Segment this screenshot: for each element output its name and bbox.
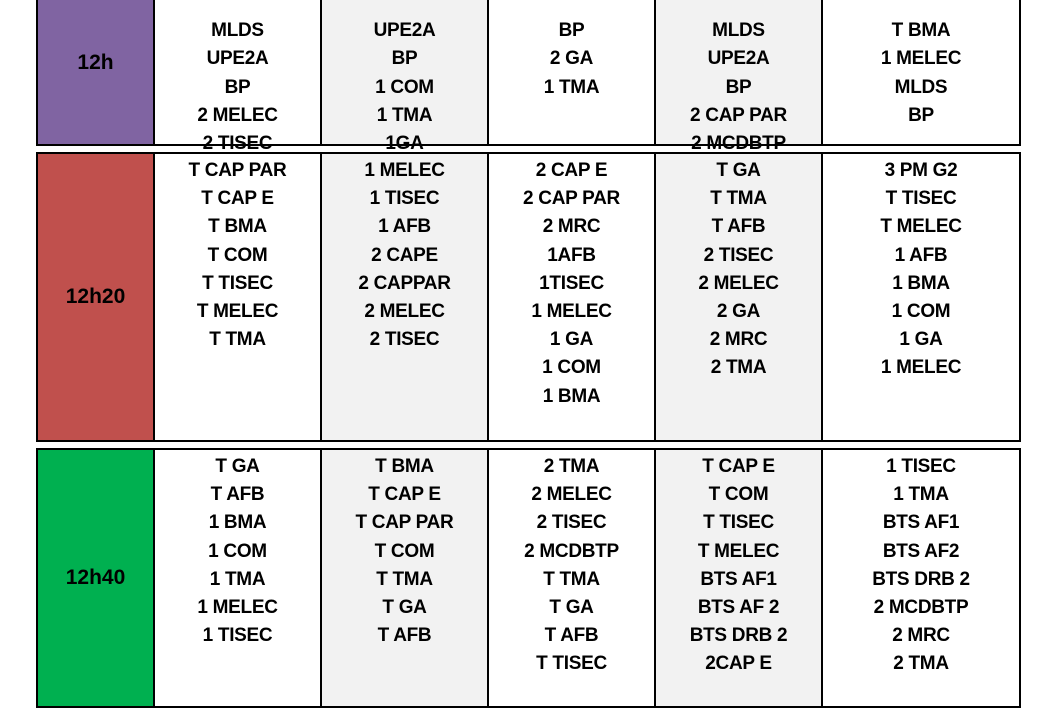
- class-group-label: T CAP E: [368, 484, 441, 506]
- schedule-cell: [656, 154, 823, 440]
- class-group-label: 2 TMA: [893, 653, 949, 675]
- class-group-label: 1TISEC: [539, 272, 604, 294]
- class-group-label: 1 COM: [542, 357, 601, 379]
- class-group-label: T CAP PAR: [355, 512, 454, 534]
- class-group-label: BTS AF 2: [697, 597, 780, 619]
- class-group-label: 1GA: [385, 133, 424, 155]
- class-group-label: BP: [908, 104, 934, 126]
- class-group-label: T CAP E: [702, 456, 775, 477]
- schedule-cell: [155, 0, 322, 155]
- schedule-cell: [656, 0, 823, 155]
- schedule-row: [36, 0, 1021, 155]
- schedule-table: [36, 0, 1021, 708]
- class-group-label: UPE2A: [206, 48, 269, 70]
- schedule-cell: [823, 450, 1019, 706]
- class-group-label: 1 BMA: [542, 385, 601, 407]
- class-group-label: 1 BMA: [892, 272, 950, 294]
- schedule-cell: [823, 154, 1019, 440]
- class-group-label: 1 GA: [899, 329, 943, 351]
- class-group-label: T BMA: [208, 216, 267, 238]
- class-group-label: 2 MCDBTP: [691, 133, 786, 155]
- schedule-row: [36, 152, 1021, 442]
- class-group-label: 1AFB: [547, 244, 596, 266]
- class-group-label: BTS DRB 2: [689, 625, 788, 647]
- class-group-label: 2 MELEC: [364, 301, 445, 323]
- schedule-cell: [656, 450, 823, 706]
- class-group-label: [656, 0, 821, 17]
- class-group-label: 2 TMA: [543, 456, 600, 477]
- class-group-label: T GA: [549, 597, 594, 619]
- class-group-label: 2 TMA: [710, 357, 767, 379]
- class-group-label: 1 TMA: [376, 104, 433, 126]
- class-group-label: MLDS: [712, 20, 765, 42]
- class-group-label: 2 TISEC: [369, 329, 440, 351]
- class-group-label: 2 CAP E: [535, 160, 608, 181]
- class-group-label: BP: [725, 76, 752, 98]
- class-group-label: T GA: [215, 456, 260, 477]
- class-group-label: 2 TISEC: [536, 512, 607, 534]
- class-group-label: [155, 0, 320, 17]
- class-group-label: 2 MRC: [542, 216, 601, 238]
- class-group-label: 1 MELEC: [880, 48, 962, 70]
- class-group-label: BTS AF1: [700, 568, 777, 590]
- class-group-label: T CAP E: [201, 188, 274, 210]
- schedule-cell: [322, 0, 489, 155]
- class-group-label: BTS AF2: [882, 540, 960, 562]
- schedule-cell: [489, 154, 656, 440]
- class-group-label: 1 MELEC: [364, 160, 445, 181]
- time-slot-label: 12h20: [38, 154, 155, 440]
- time-slot-label: 12h40: [38, 450, 155, 706]
- class-group-label: 1 TMA: [543, 76, 600, 98]
- class-group-label: 1 TMA: [893, 484, 949, 506]
- class-group-label: T MELEC: [880, 216, 962, 238]
- class-group-label: [322, 0, 487, 17]
- class-group-label: BP: [558, 20, 585, 42]
- class-group-label: 1 COM: [891, 301, 951, 323]
- schedule-cell: [489, 0, 656, 144]
- class-group-label: 2 TISEC: [703, 244, 774, 266]
- class-group-label: 2 GA: [549, 48, 594, 70]
- class-group-label: T AFB: [210, 484, 265, 506]
- class-group-label: T TISEC: [202, 272, 273, 294]
- class-group-label: T TMA: [376, 568, 433, 590]
- class-group-label: 1 BMA: [208, 512, 267, 534]
- class-group-label: [823, 0, 1019, 17]
- schedule-cell: [823, 0, 1019, 144]
- class-group-label: 1 AFB: [378, 216, 431, 238]
- class-group-label: 3 PM G2: [884, 160, 958, 181]
- class-group-label: 2 MELEC: [698, 272, 779, 294]
- class-group-label: UPE2A: [373, 20, 436, 42]
- schedule-cell: [155, 450, 322, 706]
- class-group-label: T BMA: [891, 20, 951, 42]
- class-group-label: 1 TISEC: [202, 625, 273, 647]
- class-group-label: 1 TISEC: [886, 456, 956, 477]
- class-group-label: 1 MELEC: [531, 301, 612, 323]
- class-group-label: 2 MRC: [892, 625, 950, 647]
- class-group-label: T AFB: [377, 625, 432, 647]
- class-group-label: T AFB: [544, 625, 599, 647]
- class-group-label: T MELEC: [196, 301, 279, 323]
- class-group-label: T GA: [716, 160, 761, 181]
- class-group-label: 2 CAP PAR: [690, 104, 787, 126]
- class-group-label: 2 MELEC: [531, 484, 612, 506]
- class-group-label: 2 CAP PAR: [523, 188, 620, 210]
- class-group-label: T AFB: [711, 216, 766, 238]
- class-group-label: T CAP PAR: [188, 160, 287, 181]
- class-group-label: BP: [391, 48, 418, 70]
- class-group-label: 2 CAPE: [371, 244, 438, 266]
- class-group-label: T TISEC: [703, 512, 774, 534]
- class-group-label: T TMA: [543, 568, 600, 590]
- class-group-label: 2 TISEC: [202, 133, 273, 155]
- class-group-label: 1 COM: [375, 76, 434, 98]
- class-group-label: MLDS: [211, 20, 264, 42]
- class-group-label: T MELEC: [697, 540, 780, 562]
- class-group-label: T TISEC: [536, 653, 607, 675]
- schedule-cell: [322, 154, 489, 440]
- schedule-cell: [322, 450, 489, 706]
- class-group-label: BTS AF1: [882, 512, 960, 534]
- class-group-label: T BMA: [375, 456, 434, 477]
- class-group-label: T TMA: [209, 329, 266, 351]
- class-group-label: 2 GA: [716, 301, 761, 323]
- class-group-label: T GA: [382, 597, 427, 619]
- class-group-label: 1 AFB: [894, 244, 948, 266]
- class-group-label: 1 TMA: [209, 568, 266, 590]
- class-group-label: 1 MELEC: [880, 357, 962, 379]
- class-group-label: 1 MELEC: [197, 597, 278, 619]
- class-group-label: 2 MCDBTP: [873, 597, 969, 619]
- schedule-row: [36, 448, 1021, 708]
- class-group-label: 2CAP E: [705, 653, 772, 675]
- time-slot-label: 12h: [38, 0, 155, 144]
- class-group-label: 2 MCDBTP: [524, 540, 619, 562]
- class-group-label: T COM: [207, 244, 268, 266]
- schedule-cell: [489, 450, 656, 706]
- class-group-label: T TISEC: [885, 188, 957, 210]
- class-group-label: BTS DRB 2: [872, 568, 970, 590]
- class-group-label: 2 CAPPAR: [358, 272, 451, 294]
- class-group-label: BP: [224, 76, 251, 98]
- class-group-label: 1 GA: [549, 329, 594, 351]
- class-group-label: T TMA: [710, 188, 767, 210]
- class-group-label: 1 COM: [208, 540, 267, 562]
- class-group-label: MLDS: [894, 76, 948, 98]
- class-group-label: [489, 0, 654, 17]
- class-group-label: 2 MELEC: [197, 104, 278, 126]
- class-group-label: 2 MRC: [709, 329, 768, 351]
- class-group-label: UPE2A: [707, 48, 770, 70]
- class-group-label: T COM: [708, 484, 769, 506]
- schedule-cell: [155, 154, 322, 440]
- class-group-label: T COM: [374, 540, 435, 562]
- class-group-label: 1 TISEC: [369, 188, 440, 210]
